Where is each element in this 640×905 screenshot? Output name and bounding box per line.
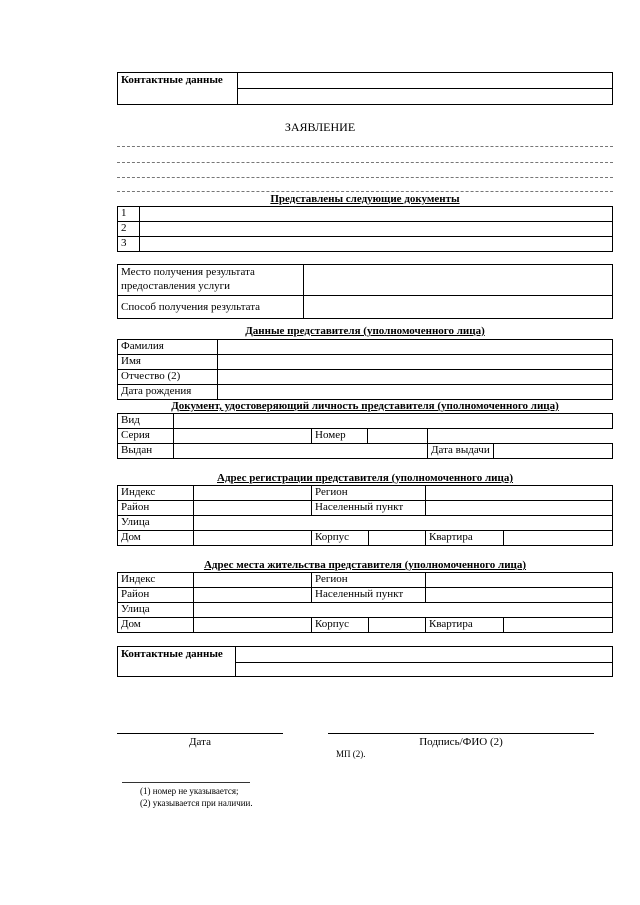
documents-heading: Представлены следующие документы xyxy=(270,193,460,205)
identity-doc-heading: Документ, удостоверяющий личность представителя (уполномоченного лица) xyxy=(171,400,559,412)
reg-region-field[interactable] xyxy=(426,486,613,501)
doc-number-field[interactable] xyxy=(368,429,428,444)
contacts-bottom-field[interactable] xyxy=(236,647,613,677)
reg-street-label: Улица xyxy=(118,516,194,531)
res-index-field[interactable] xyxy=(194,573,312,588)
res-region-label: Регион xyxy=(312,573,426,588)
statement-line[interactable] xyxy=(117,177,613,178)
footnote-2: (2) указывается при наличии. xyxy=(140,798,253,808)
document-row-field[interactable] xyxy=(140,237,613,252)
reg-building-field[interactable] xyxy=(369,531,426,545)
footnote-separator xyxy=(122,782,250,783)
registration-address-heading: Адрес регистрации представителя (уполномоченного лица) xyxy=(217,472,513,484)
signature-label: Подпись/ФИО (2) xyxy=(419,736,503,748)
res-street-field[interactable] xyxy=(194,603,613,618)
document-row-number: 1 xyxy=(118,207,140,222)
doc-issued-field[interactable] xyxy=(174,444,428,459)
reg-district-field[interactable] xyxy=(194,501,312,516)
res-district-label: Район xyxy=(118,588,194,603)
representative-patronymic-label: Отчество (2) xyxy=(118,370,218,385)
result-place-label: Место получения результата предоставления услуги xyxy=(118,265,304,296)
document-row-field[interactable] xyxy=(140,222,613,237)
representative-table xyxy=(117,339,613,400)
statement-line[interactable] xyxy=(117,146,613,147)
res-house-field[interactable] xyxy=(194,618,312,633)
representative-patronymic-field[interactable] xyxy=(218,370,613,385)
res-building-field[interactable] xyxy=(369,618,426,632)
reg-apartment-field[interactable] xyxy=(504,531,613,546)
statement-line[interactable] xyxy=(117,191,613,192)
representative-birthdate-label: Дата рождения xyxy=(118,385,218,400)
reg-street-field[interactable] xyxy=(194,516,613,531)
document-title: ЗАЯВЛЕНИЕ xyxy=(284,120,356,134)
reg-house-field[interactable] xyxy=(194,531,312,546)
document-row-field[interactable] xyxy=(140,207,613,222)
representative-birthdate-field[interactable] xyxy=(218,385,613,400)
residence-address-table xyxy=(117,572,613,633)
doc-number-label: Номер xyxy=(312,429,368,444)
doc-issue-date-label: Дата выдачи xyxy=(428,444,494,459)
date-label: Дата xyxy=(189,736,211,748)
res-street-label: Улица xyxy=(118,603,194,618)
stamp-label: МП (2). xyxy=(336,749,366,759)
contacts-label: Контактные данные xyxy=(118,73,238,105)
identity-doc-table xyxy=(117,413,613,459)
representative-name-field[interactable] xyxy=(218,355,613,370)
document-row-number: 3 xyxy=(118,237,140,252)
contacts-field[interactable] xyxy=(238,73,613,105)
doc-type-label: Вид xyxy=(118,414,174,429)
footnote-1: (1) номер не указывается; xyxy=(140,786,239,796)
reg-index-label: Индекс xyxy=(118,486,194,501)
reg-house-label: Дом xyxy=(118,531,194,546)
doc-series-field[interactable] xyxy=(174,429,312,444)
reg-locality-label: Населенный пункт xyxy=(312,501,426,516)
reg-building-label xyxy=(312,531,426,546)
reg-index-field[interactable] xyxy=(194,486,312,501)
doc-issued-label: Выдан xyxy=(118,444,174,459)
res-district-field[interactable] xyxy=(194,588,312,603)
reg-district-label: Район xyxy=(118,501,194,516)
doc-type-field[interactable] xyxy=(174,414,613,429)
reg-building-label-text: Корпус xyxy=(312,531,369,545)
representative-heading: Данные представителя (уполномоченного лица) xyxy=(245,325,485,337)
res-region-field[interactable] xyxy=(426,573,613,588)
result-method-label: Способ получения результата xyxy=(118,296,304,319)
documents-table xyxy=(117,206,613,252)
res-index-label: Индекс xyxy=(118,573,194,588)
statement-line[interactable] xyxy=(117,162,613,163)
contacts-table-bottom xyxy=(117,646,613,677)
representative-name-label: Имя xyxy=(118,355,218,370)
res-apartment-label: Квартира xyxy=(426,618,504,633)
result-place-field[interactable] xyxy=(304,265,613,296)
contacts-bottom-label: Контактные данные xyxy=(118,647,236,677)
res-locality-field[interactable] xyxy=(426,588,613,603)
doc-issue-date-field[interactable] xyxy=(494,444,613,459)
res-locality-label: Населенный пункт xyxy=(312,588,426,603)
reg-apartment-label: Квартира xyxy=(426,531,504,546)
res-building-label xyxy=(312,618,426,633)
reg-locality-field[interactable] xyxy=(426,501,613,516)
doc-series-label: Серия xyxy=(118,429,174,444)
reg-region-label: Регион xyxy=(312,486,426,501)
representative-surname-field[interactable] xyxy=(218,340,613,355)
signature-line[interactable] xyxy=(328,733,594,734)
document-row-number: 2 xyxy=(118,222,140,237)
residence-address-heading: Адрес места жительства представителя (уполномоченного лица) xyxy=(203,559,527,571)
res-house-label: Дом xyxy=(118,618,194,633)
result-method-field[interactable] xyxy=(304,296,613,319)
res-apartment-field[interactable] xyxy=(504,618,613,633)
registration-address-table xyxy=(117,485,613,546)
representative-surname-label: Фамилия xyxy=(118,340,218,355)
res-building-label-text: Корпус xyxy=(312,618,369,632)
result-table xyxy=(117,264,613,319)
contacts-table-top xyxy=(117,72,613,105)
date-line[interactable] xyxy=(117,733,283,734)
